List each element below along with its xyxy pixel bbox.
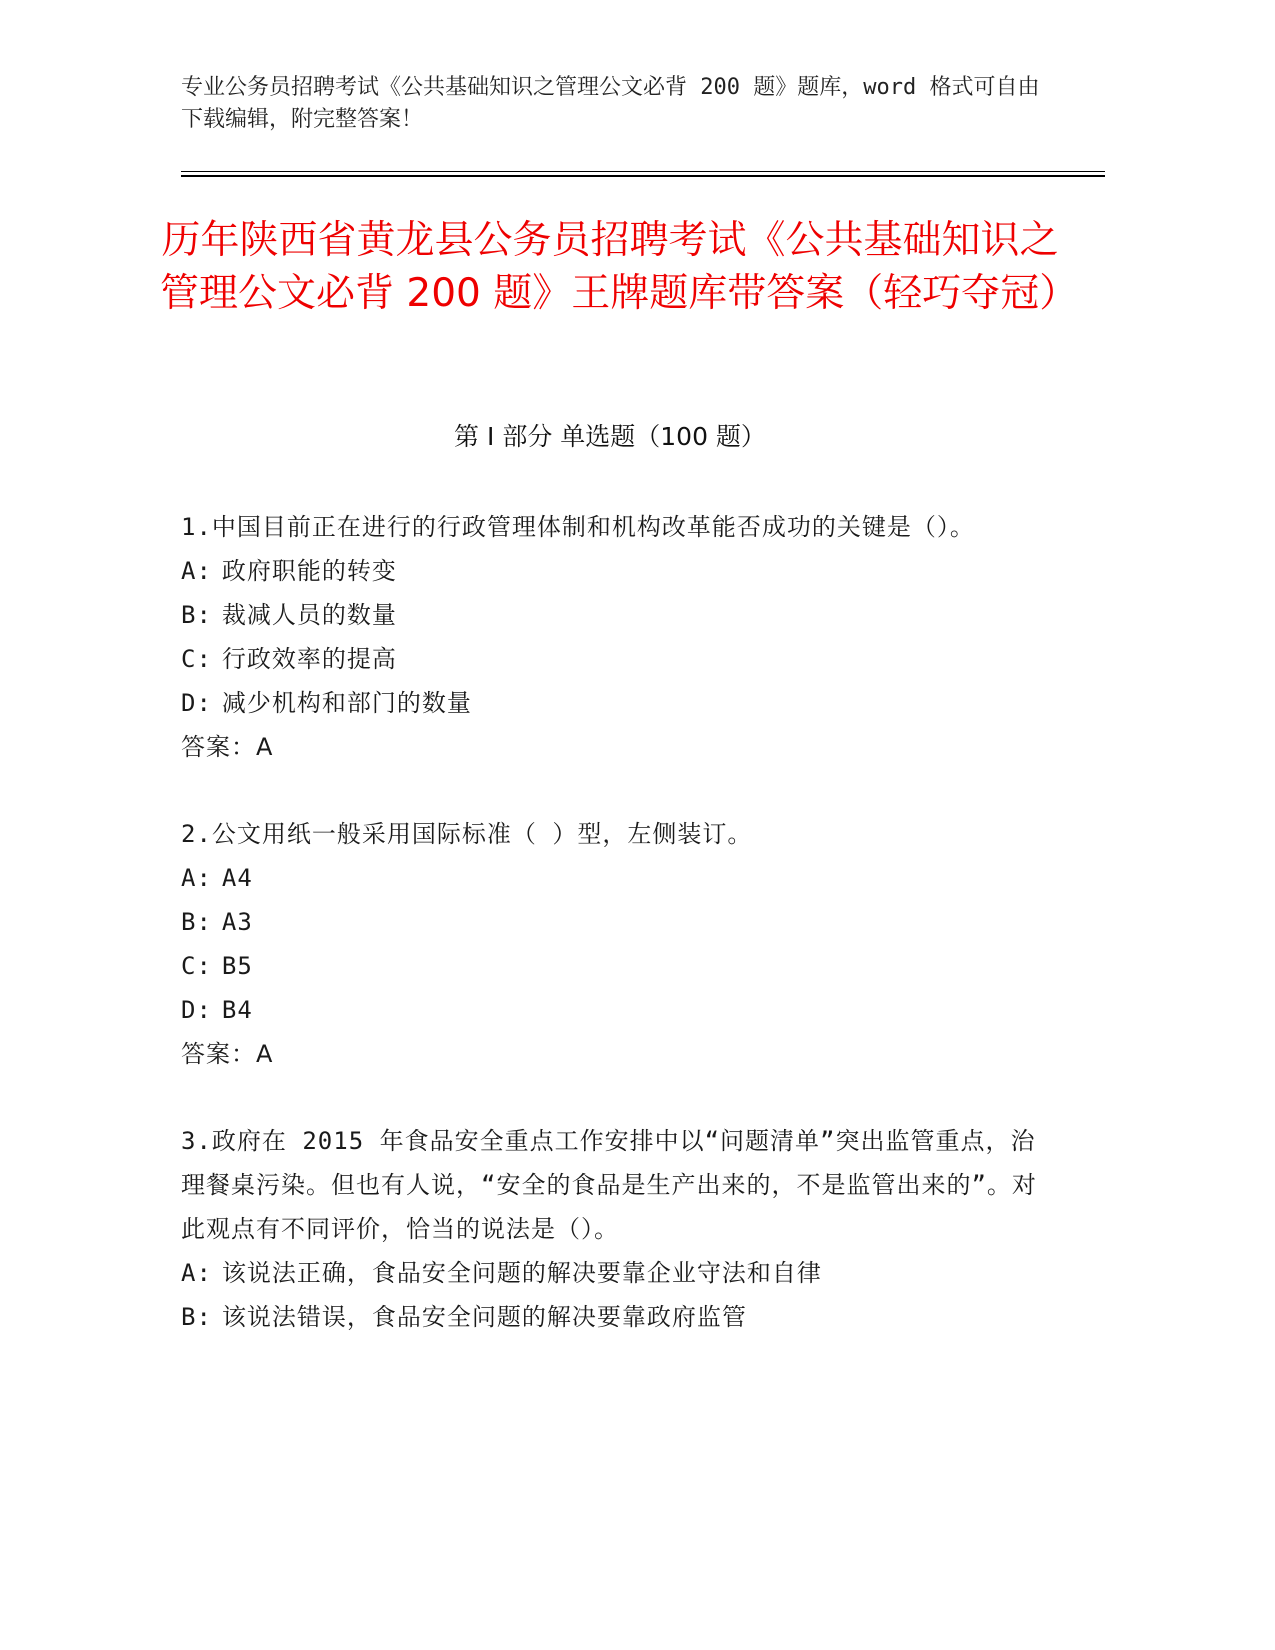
header-divider-thick	[181, 175, 1105, 177]
section-heading: 第 I 部分 单选题（100 题）	[454, 422, 766, 451]
option-letter: D:	[181, 689, 212, 717]
option-a	[181, 549, 1041, 593]
option-text: 该说法正确，食品安全问题的解决要靠企业守法和自律	[221, 1259, 822, 1287]
header-divider-thin	[181, 171, 1105, 172]
option-letter: D:	[181, 996, 212, 1024]
option-b	[181, 593, 1041, 637]
answer-line: 答案：A	[181, 733, 274, 761]
option-text: A4	[221, 864, 253, 892]
question-text: 3.政府在 2015 年食品安全重点工作安排中以“问题清单”突出监管重点，治理餐桌污染。但也有人说，“安全的食品是生产出来的，不是监管出来的”。对此观点有不同评价，恰当的说法是（）。	[181, 1127, 1037, 1243]
question-1	[181, 505, 1041, 769]
option-text: B4	[221, 996, 253, 1024]
option-letter: B:	[181, 908, 212, 936]
option-text: 行政效率的提高	[221, 645, 397, 673]
option-b	[181, 900, 1041, 944]
question-3	[181, 1119, 1041, 1339]
option-letter: A:	[181, 864, 212, 892]
option-letter: A:	[181, 1259, 212, 1287]
option-text: 减少机构和部门的数量	[221, 689, 472, 717]
answer-line: 答案：A	[181, 1040, 274, 1068]
option-letter: B:	[181, 1303, 212, 1331]
option-a	[181, 1251, 1041, 1295]
option-c	[181, 944, 1041, 988]
option-letter: B:	[181, 601, 212, 629]
option-text: B5	[221, 952, 253, 980]
option-d	[181, 681, 1041, 725]
question-2	[181, 812, 1041, 1076]
option-text: 裁减人员的数量	[221, 601, 397, 629]
option-letter: C:	[181, 645, 212, 673]
option-b	[181, 1295, 1041, 1339]
option-text: A3	[221, 908, 253, 936]
header-note: 专业公务员招聘考试《公共基础知识之管理公文必背 200 题》题库，word 格式可自由下载编辑，附完整答案！	[181, 75, 1040, 132]
option-letter: A:	[181, 557, 212, 585]
option-text: 政府职能的转变	[221, 557, 397, 585]
document-title: 历年陕西省黄龙县公务员招聘考试《公共基础知识之管理公文必背 200 题》王牌题库带答案（轻巧夺冠）	[160, 218, 1079, 316]
option-text: 该说法错误，食品安全问题的解决要靠政府监管	[221, 1303, 747, 1331]
question-text: 2.公文用纸一般采用国际标准（ ）型，左侧装订。	[181, 820, 753, 848]
option-d	[181, 988, 1041, 1032]
option-letter: C:	[181, 952, 212, 980]
option-a	[181, 856, 1041, 900]
question-text: 1.中国目前正在进行的行政管理体制和机构改革能否成功的关键是（）。	[181, 513, 975, 541]
option-c	[181, 637, 1041, 681]
question-list	[181, 505, 1041, 1339]
